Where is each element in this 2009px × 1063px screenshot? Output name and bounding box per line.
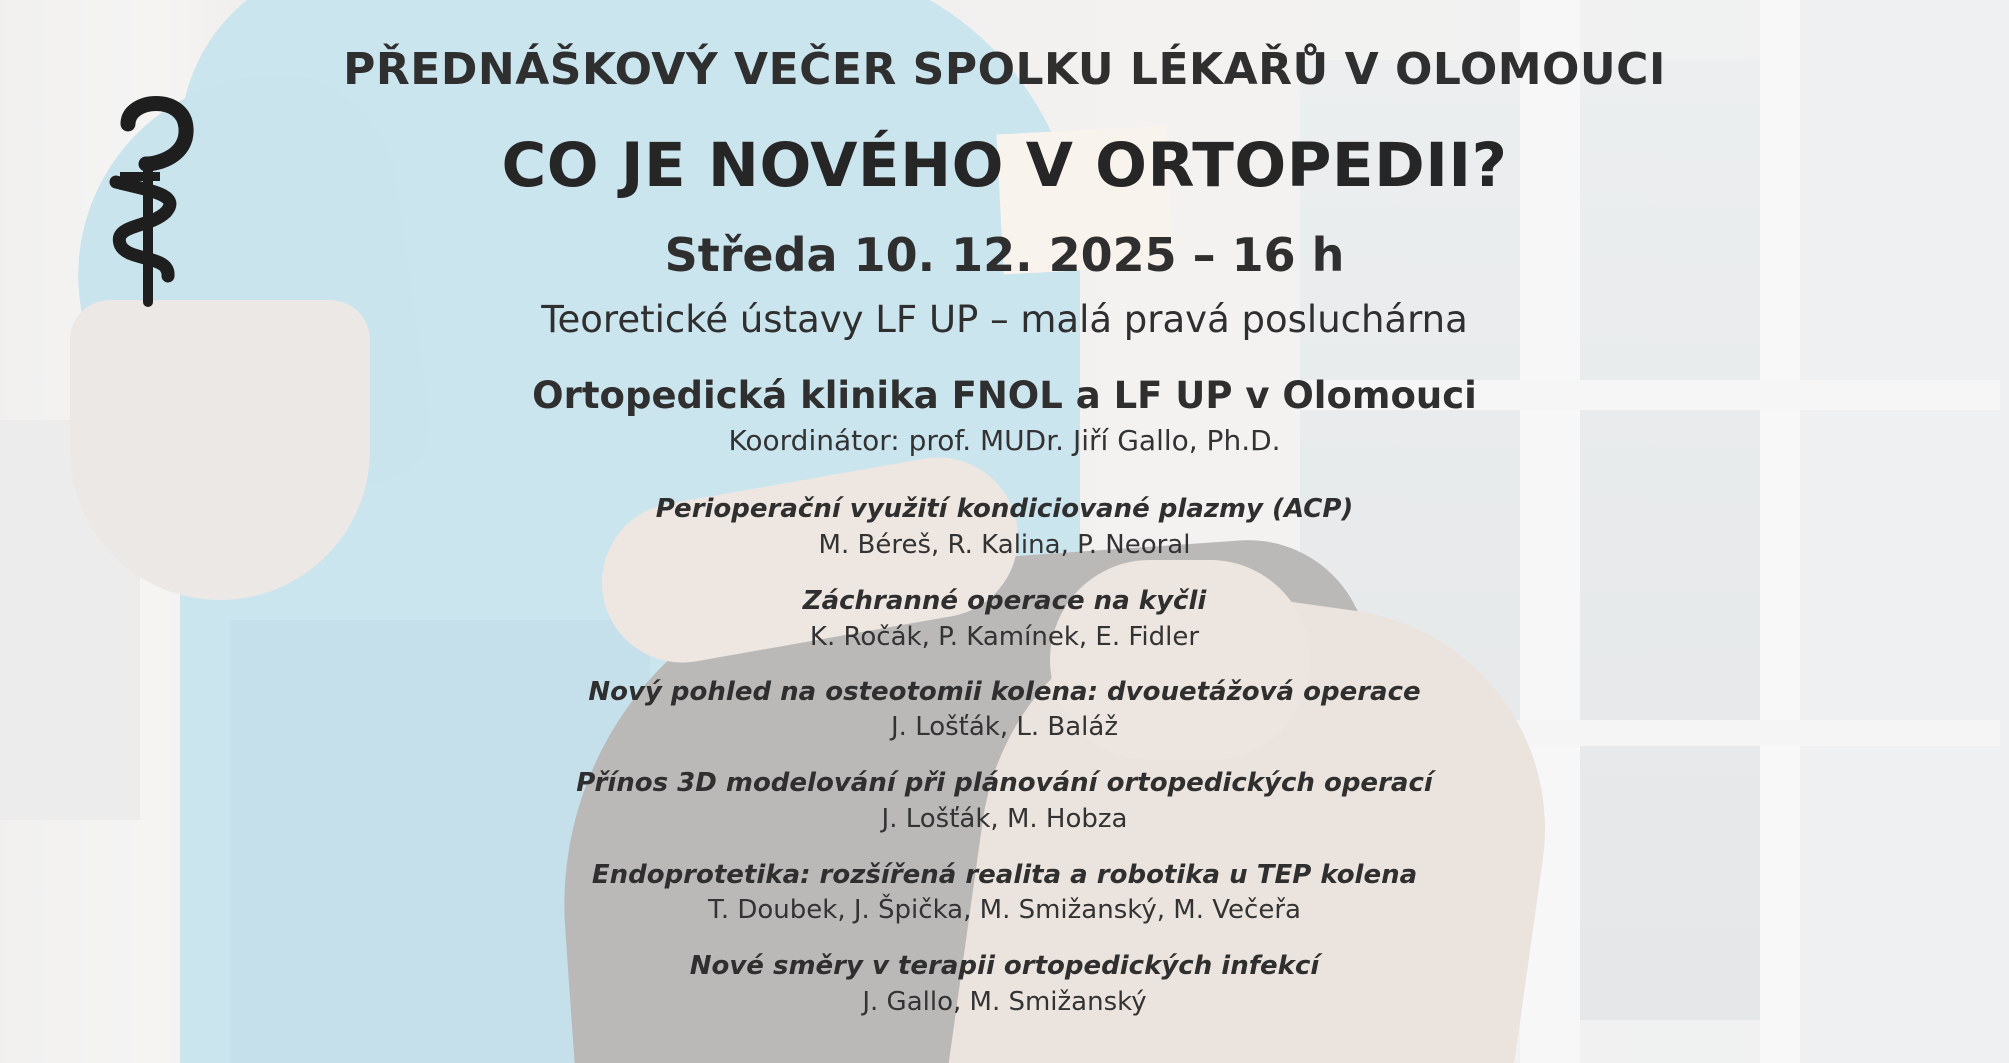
event-venue: Teoretické ústavy LF UP – malá pravá posluchárna — [541, 298, 1468, 341]
talk-title: Přínos 3D modelování při plánování ortopedických operací — [576, 768, 1433, 798]
coordinator: Koordinátor: prof. MUDr. Jiří Gallo, Ph.D. — [728, 424, 1281, 457]
talk-title: Záchranné operace na kyčli — [802, 586, 1207, 616]
talk-title: Perioperační využití kondiciované plazmy (ACP) — [655, 494, 1354, 524]
event-date-time: Středa 10. 12. 2025 – 16 h — [664, 228, 1345, 282]
talk-authors: J. Lošťák, L. Baláž — [891, 712, 1118, 742]
talk-title: Endoprotetika: rozšířená realita a robotika u TEP kolena — [591, 860, 1418, 890]
talk-title: Nový pohled na osteotomii kolena: dvouetážová operace — [588, 677, 1421, 707]
talk-authors: K. Ročák, P. Kamínek, E. Fidler — [809, 622, 1200, 652]
talk-authors: T. Doubek, J. Špička, M. Smižanský, M. Večeřa — [708, 895, 1301, 925]
organizing-clinic: Ortopedická klinika FNOL a LF UP v Olomouci — [532, 374, 1477, 417]
talk-authors: M. Béreš, R. Kalina, P. Neoral — [818, 530, 1191, 560]
organization-title: PŘEDNÁŠKOVÝ VEČER SPOLKU LÉKAŘŮ V OLOMOUCI — [343, 44, 1666, 95]
event-title: CO JE NOVÉHO V ORTOPEDII? — [501, 130, 1508, 201]
talk-authors: J. Lošťák, M. Hobza — [881, 804, 1128, 834]
talk-title: Nové směry v terapii ortopedických infekcí — [689, 951, 1320, 981]
talk-authors: J. Gallo, M. Smižanský — [862, 987, 1147, 1017]
